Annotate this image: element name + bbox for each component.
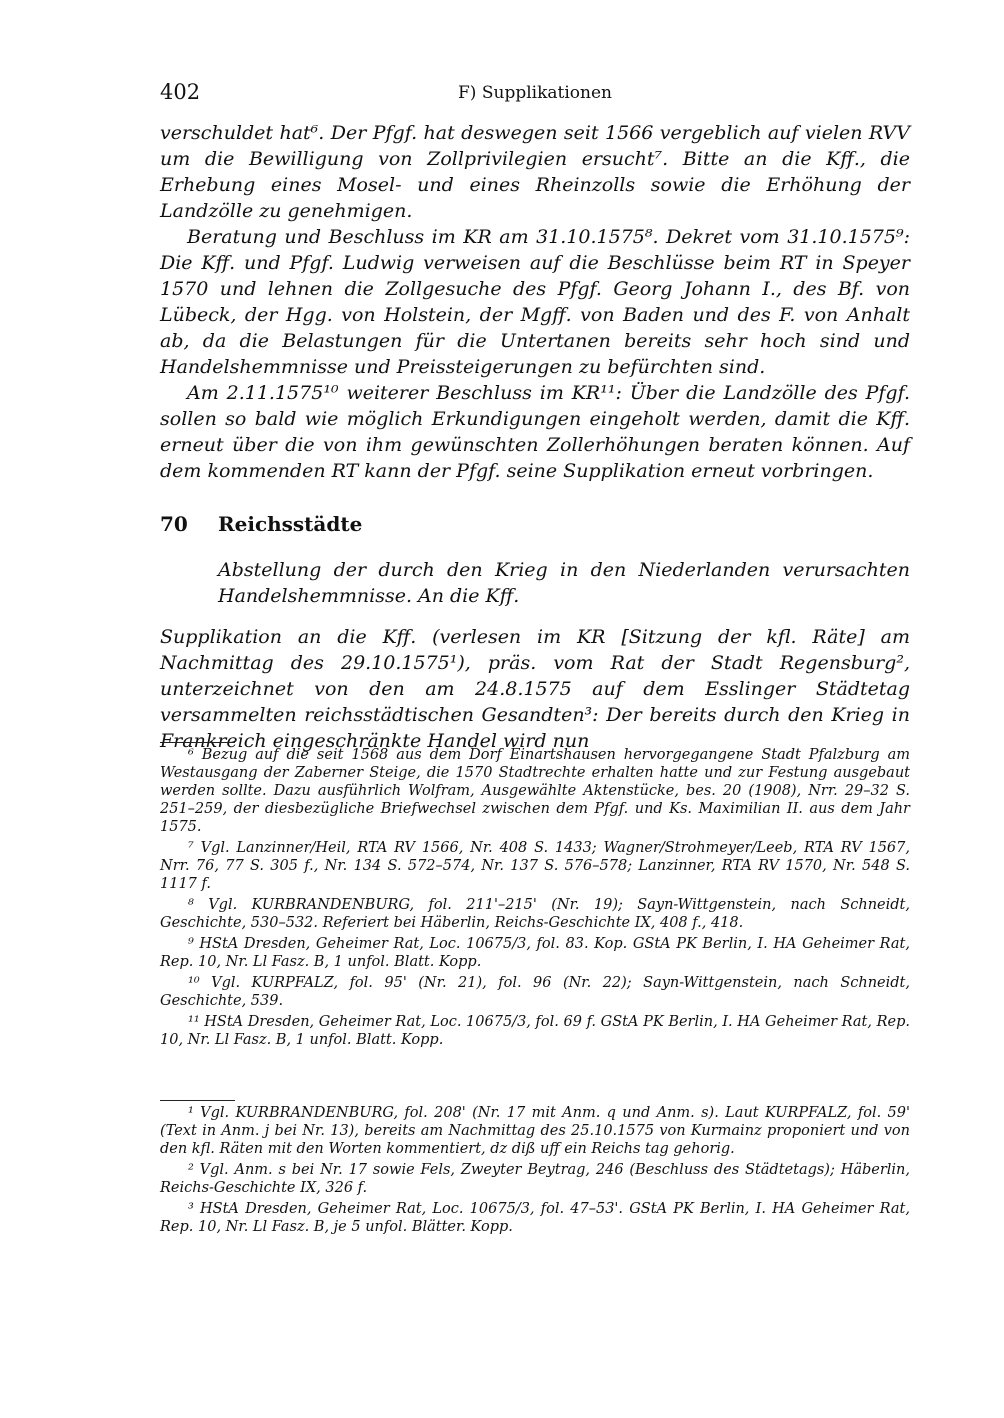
footnote-6: ⁶ Bezug auf die seit 1568 aus dem Dorf Einartshausen hervorgegangene Stadt Pfalzburg am Westausgang der Zaberner Steige, die 1570 Stadtrechte erhalten hatte und zur Festung ausgebaut werden sollte. Dazu ausführlich Wolfram, Ausgewählte Aktenstücke, bes. 20 (1908), Nrr. 29–32 S. 251–259, der diesbezügliche Briefwechsel zwischen dem Pfgf. und Ks. Maximilian II. aus dem Jahr 1575. bbox=[160, 747, 910, 835]
section-title: Reichsstädte bbox=[218, 512, 363, 536]
footnote-3: ³ HStA Dresden, Geheimer Rat, Loc. 10675/3, fol. 47–53'. GStA PK Berlin, I. HA Geheimer Rat, Rep. 10, Nr. Ll Fasz. B, je 5 unfol. Blätter. Kopp. bbox=[160, 1201, 910, 1235]
footnote-9: ⁹ HStA Dresden, Geheimer Rat, Loc. 10675/3, fol. 83. Kop. GStA PK Berlin, I. HA Geheimer Rat, Rep. 10, Nr. Ll Fasz. B, 1 unfol. Blatt. Kopp. bbox=[160, 936, 910, 970]
footnote-divider bbox=[160, 1100, 235, 1101]
section-number: 70 bbox=[160, 512, 188, 536]
footnote-10: ¹⁰ Vgl. KURPFALZ, fol. 95' (Nr. 21), fol. 96 (Nr. 22); Sayn-Wittgenstein, nach Schneidt, Geschichte, 539. bbox=[160, 975, 910, 1009]
page-header bbox=[160, 80, 910, 110]
body-paragraph-1: verschuldet hat⁶. Der Pfgf. hat deswegen seit 1566 vergeblich auf vielen RVV um die Bewilligung von Zollprivilegien ersucht⁷. Bitte an die Kff., die Erhebung eines Mosel- und eines Rheinzolls sowie die Erhöhung der Landzölle zu genehmigen. bbox=[160, 122, 910, 222]
body-text bbox=[160, 120, 910, 484]
supplication-text: Supplikation an die Kff. (verlesen im KR [Sitzung der kfl. Räte] am Nachmittag des 29.10.1575¹), präs. vom Rat der Stadt Regensburg², unterzeichnet von den am 24.8.1575 auf dem Esslinger Städtetag versammelten reichsstädtischen Gesandten³: Der bereits durch den Krieg in Frankreich eingeschränkte Handel wird nun bbox=[160, 626, 910, 752]
section-heading bbox=[160, 512, 910, 536]
footnote-divider bbox=[160, 742, 235, 743]
body-paragraph-3: Am 2.11.1575¹⁰ weiterer Beschluss im KR¹¹: Über die Landzölle des Pfgf. sollen so bald wie möglich Erkundigungen eingeholt werden, damit die Kff. erneut über die von ihm gewünschten Zollerhöhungen beraten können. Auf dem kommenden RT kann der Pfgf. seine Supplikation erneut vorbringen. bbox=[160, 382, 910, 482]
page-number: 402 bbox=[160, 80, 201, 104]
running-head: F) Supplikationen bbox=[458, 83, 612, 103]
section-regest: Abstellung der durch den Krieg in den Niederlanden verursachten Handelshemmnisse. An die Kff. bbox=[218, 559, 910, 607]
footnotes-block-a bbox=[160, 746, 910, 1052]
footnotes-block-b bbox=[160, 1104, 910, 1239]
body-paragraph-2: Beratung und Beschluss im KR am 31.10.1575⁸. Dekret vom 31.10.1575⁹: Die Kff. und Pfgf. Ludwig verweisen auf die Beschlüsse beim RT in Speyer 1570 und lehnen die Zollgesuche des Pfgf. Georg Johann I., des Bf. von Lübeck, der Hgg. von Holstein, der Mgff. von Baden und des F. von Anhalt ab, da die Belastungen für die Untertanen bereits sehr hoch sind und Handelshemmnisse und Preissteigerungen zu befürchten sind. bbox=[160, 226, 910, 378]
footnote-7: ⁷ Vgl. Lanzinner/Heil, RTA RV 1566, Nr. 408 S. 1433; Wagner/Strohmeyer/Leeb, RTA RV 1567, Nrr. 76, 77 S. 305 f., Nr. 134 S. 572–574, Nr. 137 S. 576–578; Lanzinner, RTA RV 1570, Nr. 548 S. 1117 f. bbox=[160, 840, 910, 892]
footnote-1: ¹ Vgl. KURBRANDENBURG, fol. 208' (Nr. 17 mit Anm. q und Anm. s). Laut KURPFALZ, fol. 59' (Text in Anm. j bei Nr. 13), bereits am Nachmittag des 25.10.1575 von Kurmainz proponiert und von den kfl. Räten mit den Worten kommentiert, dz diß uff ein Reichs tag gehorig. bbox=[160, 1105, 910, 1157]
footnote-2: ² Vgl. Anm. s bei Nr. 17 sowie Fels, Zweyter Beytrag, 246 (Beschluss des Städtetags); Häberlin, Reichs-Geschichte IX, 326 f. bbox=[160, 1162, 910, 1196]
footnote-8: ⁸ Vgl. KURBRANDENBURG, fol. 211'–215' (Nr. 19); Sayn-Wittgenstein, nach Schneidt, Geschichte, 530–532. Referiert bei Häberlin, Reichs-Geschichte IX, 408 f., 418. bbox=[160, 897, 910, 931]
footnote-11: ¹¹ HStA Dresden, Geheimer Rat, Loc. 10675/3, fol. 69 f. GStA PK Berlin, I. HA Geheimer Rat, Rep. 10, Nr. Ll Fasz. B, 1 unfol. Blatt. Kopp. bbox=[160, 1014, 910, 1048]
